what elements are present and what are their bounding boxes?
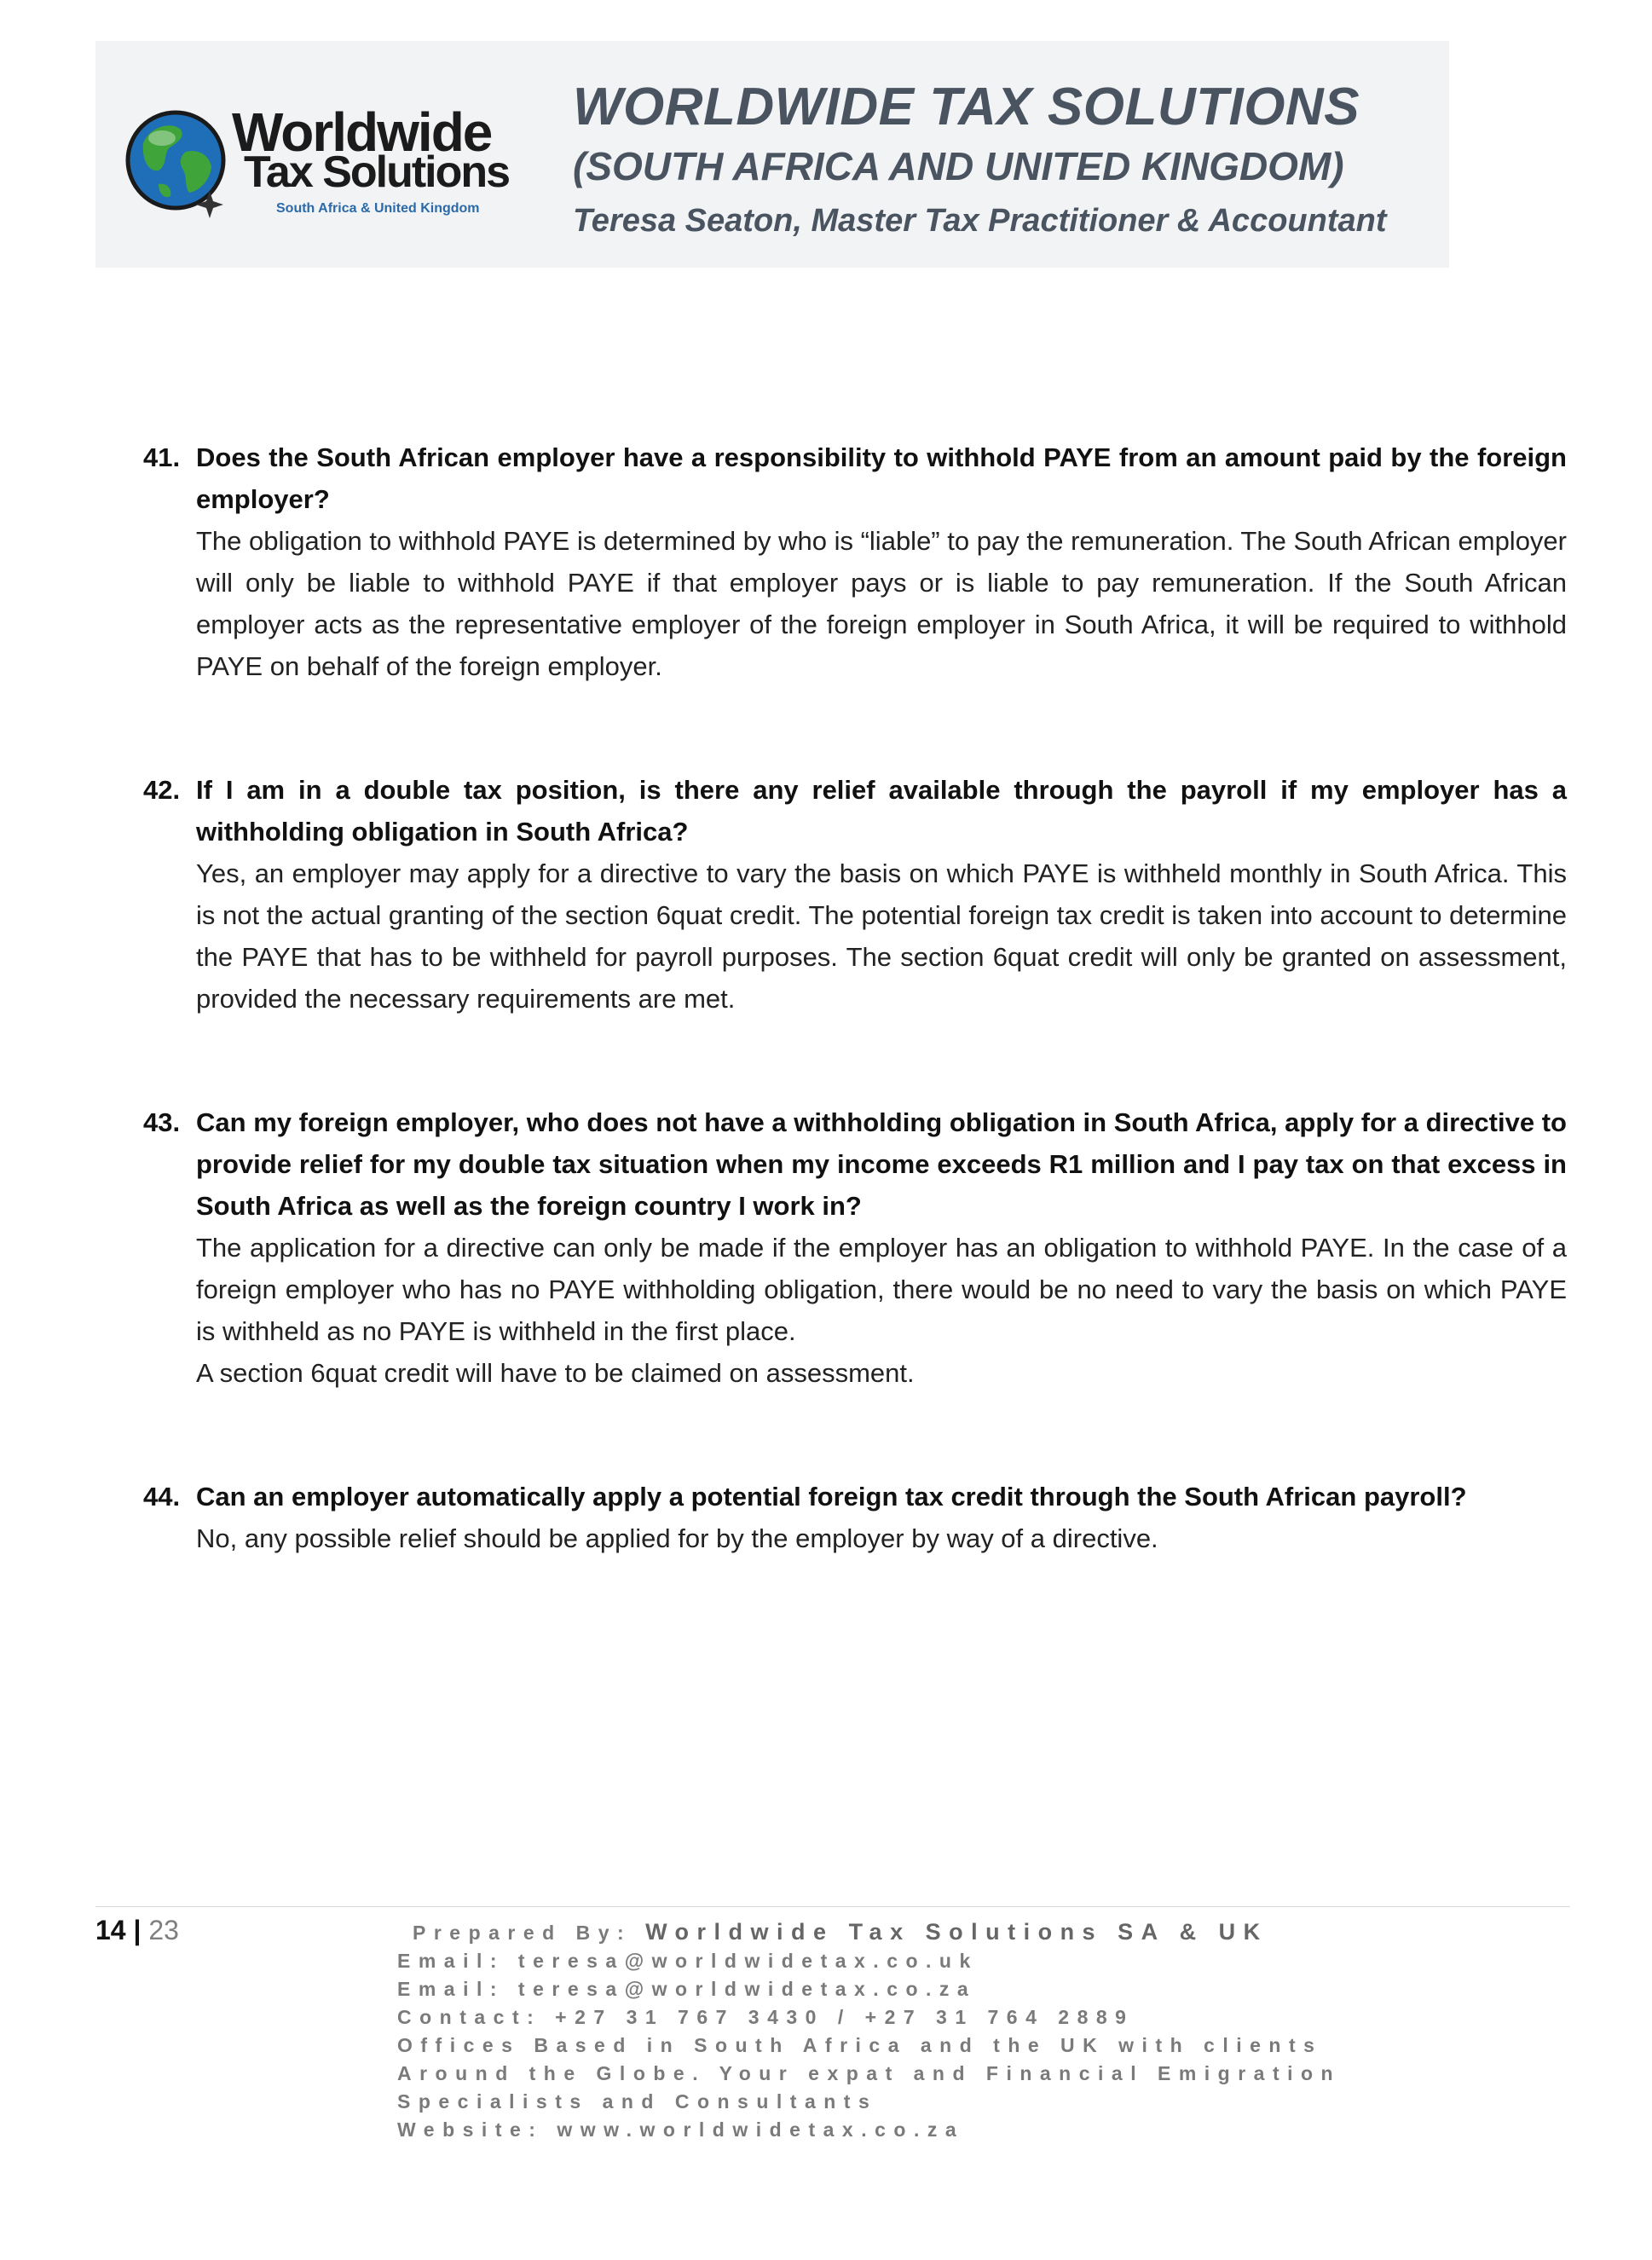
footer-email-za: Email: teresa@worldwidetax.co.za: [397, 1978, 977, 2000]
qa-item: [143, 1101, 1567, 1394]
globe-icon: [124, 109, 235, 220]
header-title: WORLDWIDE TAX SOLUTIONS: [573, 78, 1360, 136]
prepared-label: Prepared By:: [413, 1922, 632, 1944]
footer-divider: [95, 1906, 1570, 1907]
document-header: [95, 41, 1449, 268]
prepared-org: Worldwide Tax Solutions SA & UK: [645, 1919, 1268, 1945]
logo-subtitle: South Africa & United Kingdom: [276, 201, 480, 216]
answer-text: Yes, an employer may apply for a directive to vary the basis on which PAYE is withheld monthly in South Africa. This is not the actual granting of the section 6quat credit. The potential foreign tax credit is taken into account to determine the PAYE that has to be withheld for payroll purposes. The section 6quat credit will only be granted on assessment, provided the necessary requirements are met.: [196, 858, 1567, 1014]
qa-list: [143, 436, 1567, 1641]
question-text: Can an employer automatically apply a potential foreign tax credit through the South African payroll?: [196, 1482, 1467, 1511]
footer-offices-line1: Offices Based in South Africa and the UK with clients: [397, 2034, 1323, 2056]
answer-text: The application for a directive can only be made if the employer has an obligation to withhold PAYE. In the case of a foreign employer who has no PAYE withholding obligation, there would be no need to vary the basis on which PAYE is withheld as no PAYE is withheld in the first place.: [196, 1233, 1567, 1346]
question-text: Does the South African employer have a responsibility to withhold PAYE from an amount paid by the foreign employer?: [196, 442, 1567, 514]
qa-item: [143, 769, 1567, 1020]
footer-website: Website: www.worldwidetax.co.za: [397, 2118, 965, 2141]
question-text: Can my foreign employer, who does not have a withholding obligation in South Africa, apply for a directive to provide relief for my double tax situation when my income exceeds R1 million and I pay tax on that excess in South Africa as well as the foreign country I work in?: [196, 1107, 1567, 1221]
answer-text: The obligation to withhold PAYE is determined by who is “liable” to pay the remuneration. The South African employer will only be liable to withhold PAYE if that employer pays or is liable to pay remuneration. If the South African employer acts as the representative employer of the foreign employer in South Africa, it will be required to withhold PAYE on behalf of the foreign employer.: [196, 526, 1567, 681]
header-subtitle: (SOUTH AFRICA AND UNITED KINGDOM): [573, 144, 1344, 188]
company-logo: [124, 101, 525, 228]
qa-item: [143, 436, 1567, 687]
footer-prepared-by: [413, 1918, 1341, 1947]
footer-offices-line3: Specialists and Consultants: [397, 2090, 878, 2113]
page-number: [95, 1915, 179, 1946]
answer-text: No, any possible relief should be applied for by the employer by way of a directive.: [196, 1523, 1158, 1553]
question-number: 43.: [143, 1107, 181, 1137]
logo-text-tax-solutions: Tax Solutions: [244, 147, 510, 197]
question-number: 44.: [143, 1482, 181, 1511]
page-current: 14: [95, 1915, 126, 1945]
footer-email-uk: Email: teresa@worldwidetax.co.uk: [397, 1950, 979, 1972]
page-separator: |: [133, 1915, 142, 1945]
qa-item: [143, 1476, 1567, 1559]
question-number: 42.: [143, 775, 181, 805]
footer-contact: Contact: +27 31 767 3430 / +27 31 764 2889: [397, 2006, 1135, 2028]
answer-text: A section 6quat credit will have to be claimed on assessment.: [196, 1358, 915, 1388]
header-author: Teresa Seaton, Master Tax Practitioner & Accountant: [573, 203, 1387, 239]
question-text: If I am in a double tax position, is there any relief available through the payroll if my employer has a withholding obligation in South Africa?: [196, 775, 1567, 847]
footer-offices-line2: Around the Globe. Your expat and Financial Emigration: [397, 2062, 1342, 2084]
page-total: 23: [148, 1915, 179, 1945]
question-number: 41.: [143, 442, 181, 472]
logo-text-worldwide: Worldwide: [232, 101, 492, 163]
footer-contact-block: [397, 1918, 1341, 2144]
